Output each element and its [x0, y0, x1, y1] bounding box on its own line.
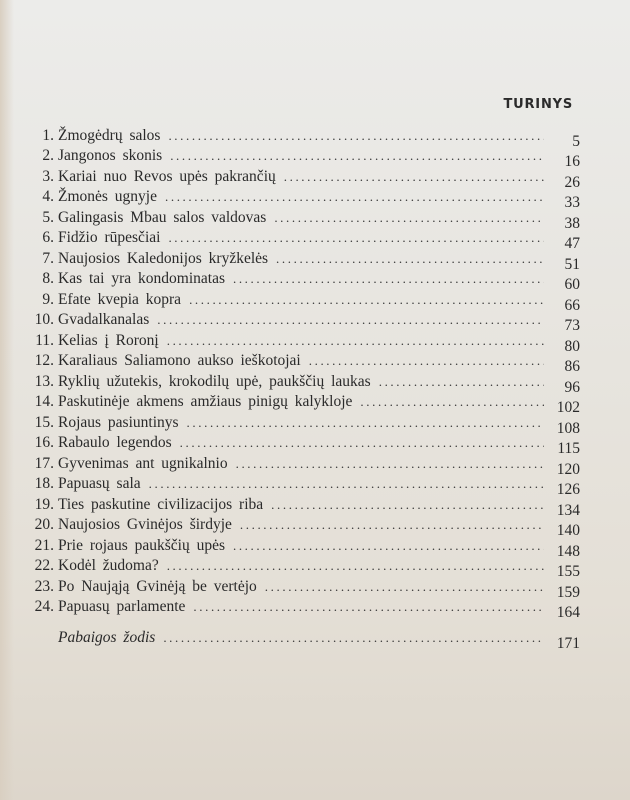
toc-entry-title: Naujosios Gvinėjos širdyje: [58, 516, 232, 533]
dot-leader: [193, 598, 544, 616]
toc-entry-title: Pabaigos žodis: [58, 628, 156, 646]
toc-entry-title: Efate kvepia kopra: [58, 290, 182, 308]
toc-entry: [30, 597, 580, 621]
toc-entry-title: Ryklių užutekis, krokodilų upė, paukščių laukas: [58, 372, 371, 390]
toc-entry-title: Gyvenimas ant ugnikalnio: [58, 454, 228, 472]
toc-entry-title: Gvadalkanalas: [58, 311, 150, 328]
toc-entry-number: 1.: [42, 126, 54, 144]
dot-leader: [168, 229, 544, 247]
toc-entry-number: 12.: [34, 352, 54, 369]
toc-entry-page: 5: [572, 132, 580, 150]
dot-leader: [170, 147, 544, 165]
toc-entry: [30, 207, 580, 232]
toc-entry-number: 6.: [42, 229, 54, 246]
toc-entry-page: 60: [564, 276, 580, 293]
toc-entry: [30, 289, 580, 314]
toc-entry-number: 10.: [34, 311, 54, 328]
toc-entry-page: 155: [556, 563, 580, 580]
toc-entry: [30, 166, 580, 191]
toc-entry-page: 80: [564, 337, 580, 355]
toc-entry: [30, 535, 580, 560]
dot-leader: [168, 127, 544, 145]
toc-entry: [30, 392, 580, 416]
dot-leader: [309, 352, 544, 370]
dot-leader: [233, 537, 544, 555]
toc-entry-page: 73: [564, 317, 580, 334]
toc-entry-page: 120: [556, 460, 580, 478]
page-gutter-shadow: [0, 0, 14, 800]
toc-entry-number: 13.: [34, 372, 54, 390]
toc-entry-number: 2.: [42, 147, 54, 164]
toc-entry: [30, 248, 580, 273]
toc-entry-page: 126: [556, 481, 580, 498]
toc-entry-number: 14.: [34, 393, 54, 410]
toc-entry: [30, 474, 580, 498]
dot-leader: [265, 578, 544, 596]
toc-entry-title: Naujosios Kaledonijos kryžkelės: [58, 249, 269, 267]
toc-entry-page: 115: [557, 440, 580, 457]
toc-entry-number: 22.: [34, 557, 54, 574]
toc-entry-page: 171: [556, 634, 580, 652]
dot-leader: [149, 475, 544, 493]
toc-entry-title: Papuasų parlamente: [58, 598, 186, 615]
toc-entry: [30, 412, 580, 437]
page-title: TURINYS: [503, 97, 573, 112]
toc-entry-page: 47: [564, 235, 580, 252]
dot-leader: [271, 496, 544, 514]
toc-entry: [30, 351, 580, 375]
dot-leader: [167, 557, 544, 575]
toc-entry-page: 134: [556, 501, 580, 519]
toc-entry-title: Rabaulo legendos: [58, 434, 172, 451]
toc-entry: [30, 371, 580, 396]
dot-leader: [379, 373, 544, 391]
dot-leader: [163, 629, 544, 647]
dot-leader: [187, 414, 544, 432]
toc-entry-page: 148: [556, 542, 580, 560]
toc-entry-page: 108: [556, 419, 580, 437]
toc-entry-title: Galingasis Mbau salos valdovas: [58, 208, 267, 226]
toc-entry: [30, 453, 580, 478]
toc-entry-page: 159: [556, 583, 580, 601]
toc-entry: [30, 515, 580, 539]
toc-entry-title: Žmogėdrų salos: [58, 126, 161, 144]
dot-leader: [240, 516, 544, 534]
toc-entry-number: 20.: [34, 516, 54, 533]
toc-entry: [30, 228, 580, 252]
toc-entry-page: 66: [564, 296, 580, 314]
toc-entry-title: Karaliaus Saliamono aukso ieškotojai: [58, 352, 301, 369]
toc-entry-page: 38: [564, 214, 580, 232]
toc-entry-title: Fidžio rūpesčiai: [58, 229, 161, 246]
toc-entry: [30, 146, 580, 170]
toc-entry-epilogue: [30, 627, 580, 652]
toc-entry-number: 5.: [42, 208, 54, 226]
toc-entry-page: 102: [556, 399, 580, 416]
toc-entry-title: Papuasų sala: [58, 475, 141, 492]
toc-entry-number: 16.: [34, 434, 54, 451]
toc-entry: [30, 433, 580, 457]
dot-leader: [167, 332, 544, 350]
toc-entry-title: Paskutinėje akmens amžiaus pinigų kalykloje: [58, 393, 353, 410]
toc-entry-title: Ties paskutine civilizacijos riba: [58, 495, 264, 513]
toc-entry-page: 51: [564, 255, 580, 273]
toc-entry-number: 4.: [42, 188, 54, 205]
dot-leader: [180, 434, 544, 452]
toc-entry-title: Po Naująją Gvinėją be vertėjo: [58, 577, 257, 595]
toc-entry-page: 96: [564, 378, 580, 396]
dot-leader: [236, 455, 544, 473]
dot-leader: [165, 188, 544, 206]
toc-entry-title: Kas tai yra kondominatas: [58, 270, 225, 287]
toc-entry-title: Kariai nuo Revos upės pakrančių: [58, 167, 276, 185]
toc-entry-number: 24.: [34, 598, 54, 615]
toc-entry-number: 18.: [34, 475, 54, 492]
toc-entry-page: 33: [564, 194, 580, 211]
toc-entry-number: 19.: [34, 495, 54, 513]
toc-entry-number: 9.: [42, 290, 54, 308]
dot-leader: [360, 393, 544, 411]
toc-entry: [30, 269, 580, 293]
toc-entry: [30, 187, 580, 211]
toc-entry: [30, 494, 580, 519]
toc-entry-page: 164: [556, 604, 580, 621]
toc-entry-number: 21.: [34, 536, 54, 554]
toc-entry-number: 7.: [42, 249, 54, 267]
toc-entry-number: 8.: [42, 270, 54, 287]
toc-entry-page: 16: [564, 153, 580, 170]
dot-leader: [157, 311, 544, 329]
dot-leader: [189, 291, 544, 309]
toc-entry: [30, 330, 580, 355]
toc-entry-number: 3.: [42, 167, 54, 185]
toc-entry: [30, 125, 580, 150]
dot-leader: [274, 209, 544, 227]
dot-leader: [233, 270, 544, 288]
toc-entry-number: 15.: [34, 413, 54, 431]
dot-leader: [284, 168, 544, 186]
toc-entry-page: 26: [564, 173, 580, 191]
toc-entry-page: 86: [564, 358, 580, 375]
toc-entry-title: Jangonos skonis: [58, 147, 163, 164]
toc-entry: [30, 310, 580, 334]
toc-entry: [30, 556, 580, 580]
toc-entry-title: Prie rojaus paukščių upės: [58, 536, 225, 554]
toc-entry: [30, 576, 580, 601]
toc-entry-title: Žmonės ugnyje: [58, 188, 157, 205]
toc-entry-title: Rojaus pasiuntinys: [58, 413, 179, 431]
toc-entry-title: Kelias į Roronį: [58, 331, 159, 349]
toc-entry-number: 17.: [34, 454, 54, 472]
toc-entry-title: Kodėl žudoma?: [58, 557, 159, 574]
toc-entry-page: 140: [556, 522, 580, 539]
table-of-contents: [30, 125, 580, 652]
dot-leader: [276, 250, 544, 268]
toc-entry-number: 11.: [35, 331, 54, 349]
toc-entry-number: 23.: [34, 577, 54, 595]
